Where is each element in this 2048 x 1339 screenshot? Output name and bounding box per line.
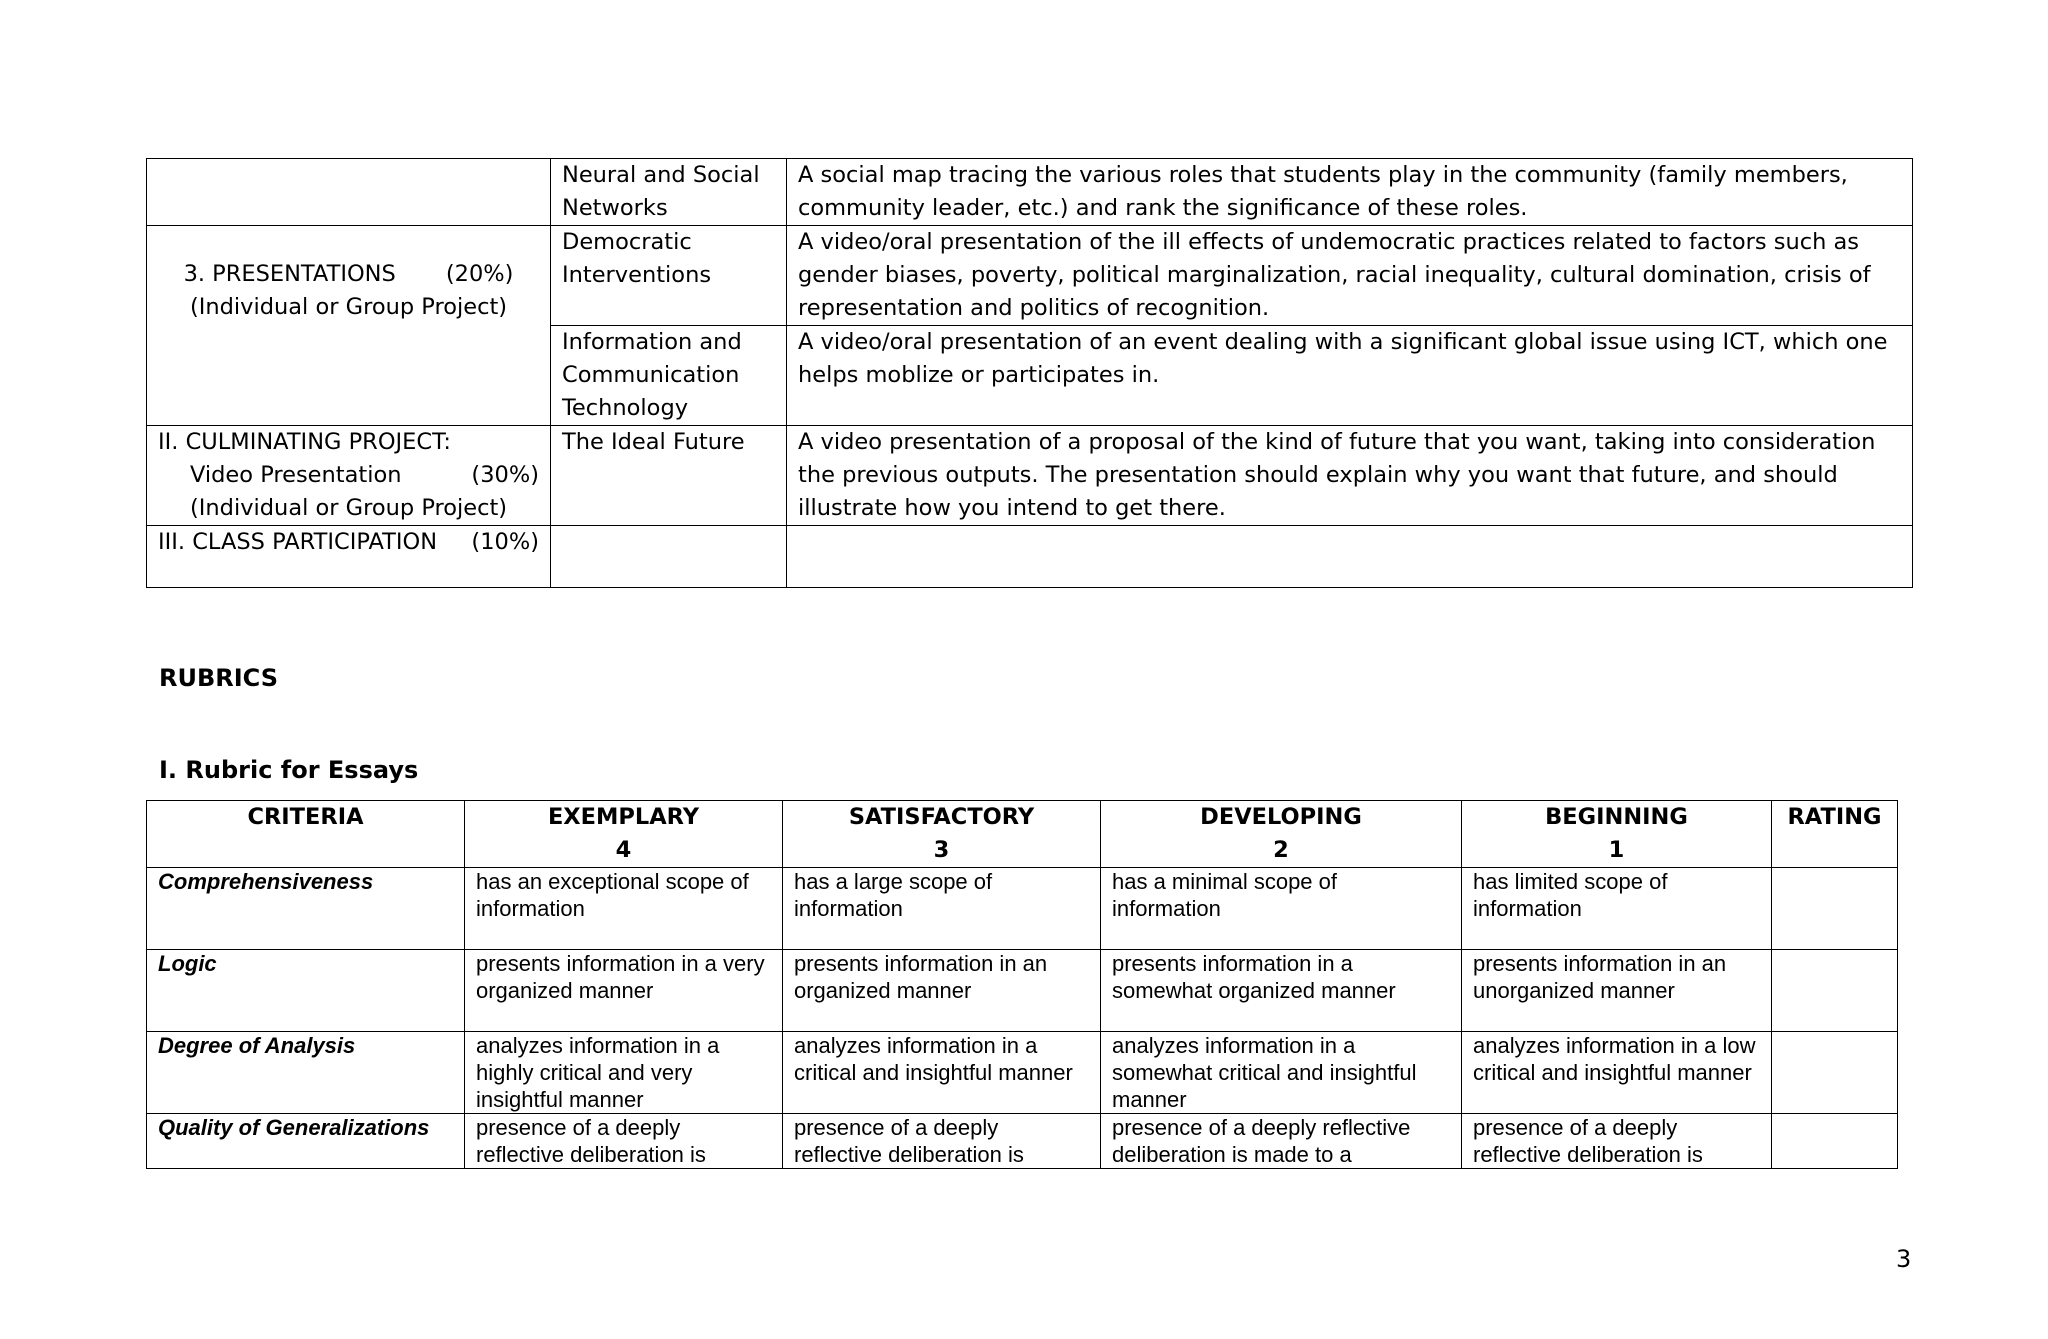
rubric-cell: presence of a deeply reflective deliberation is xyxy=(1462,1114,1772,1169)
criterion-cell: Quality of Generalizations xyxy=(147,1114,465,1169)
topic-cell: Democratic Interventions xyxy=(551,226,787,326)
culminating-note: (Individual or Group Project) xyxy=(190,495,508,521)
topic-cell: The Ideal Future xyxy=(551,426,787,526)
page-number: 3 xyxy=(1896,1245,1912,1273)
rubric-cell: presence of a deeply reflective deliberation is made to a xyxy=(1101,1114,1462,1169)
topic-cell: Neural and Social Networks xyxy=(551,159,787,226)
table-row xyxy=(147,159,1913,226)
participation-category xyxy=(147,526,551,588)
culminating-label: II. CULMINATING PROJECT: xyxy=(158,429,451,455)
criterion-cell: Degree of Analysis xyxy=(147,1032,465,1114)
category-cell-empty xyxy=(147,159,551,226)
description-cell xyxy=(787,526,1913,588)
participation-label: III. CLASS PARTICIPATION xyxy=(158,529,438,555)
header-beginning: BEGINNING 1 xyxy=(1462,801,1772,868)
table-row xyxy=(147,950,1898,1032)
rubric-cell: has a large scope of information xyxy=(783,868,1101,950)
culminating-line2-label: Video Presentation xyxy=(190,462,402,488)
participation-line xyxy=(158,526,539,559)
rubric-cell: presents information in an organized manner xyxy=(783,950,1101,1032)
presentations-category xyxy=(147,226,551,426)
criterion-cell: Comprehensiveness xyxy=(147,868,465,950)
culminating-line xyxy=(158,459,539,492)
table-row xyxy=(147,426,1913,526)
rubric-cell: presents information in an unorganized manner xyxy=(1462,950,1772,1032)
rubric-cell: has a minimal scope of information xyxy=(1101,868,1462,950)
rating-cell xyxy=(1772,1032,1898,1114)
presentations-label: 3. PRESENTATIONS xyxy=(183,261,396,287)
rubric-cell: presence of a deeply reflective deliberation is xyxy=(465,1114,783,1169)
table-row xyxy=(147,868,1898,950)
header-criteria: CRITERIA xyxy=(147,801,465,868)
rubric-cell: analyzes information in a highly critical and very insightful manner xyxy=(465,1032,783,1114)
description-cell: A social map tracing the various roles that students play in the community (family members, community leader, etc.) and rank the significance of these roles. xyxy=(787,159,1913,226)
presentations-line xyxy=(158,258,539,291)
table-row xyxy=(147,1114,1898,1169)
culminating-weight: (30%) xyxy=(471,462,539,488)
rating-cell xyxy=(1772,868,1898,950)
table-row xyxy=(147,1032,1898,1114)
header-developing: DEVELOPING 2 xyxy=(1101,801,1462,868)
description-cell: A video/oral presentation of an event dealing with a significant global issue using ICT, which one helps moblize or participates in. xyxy=(787,326,1913,426)
rubric-title: I. Rubric for Essays xyxy=(159,756,419,784)
table-row xyxy=(147,526,1913,588)
rubric-cell: analyzes information in a critical and insightful manner xyxy=(783,1032,1101,1114)
rubric-table xyxy=(146,800,1898,1169)
rubrics-heading: RUBRICS xyxy=(159,664,279,692)
topic-cell: Information and Communication Technology xyxy=(551,326,787,426)
header-rating: RATING xyxy=(1772,801,1898,868)
description-cell: A video/oral presentation of the ill effects of undemocratic practices related to factors such as gender biases, poverty, political marginalization, racial inequality, cultural domination, crisis of representation and politics of recognition. xyxy=(787,226,1913,326)
criterion-cell: Logic xyxy=(147,950,465,1032)
rubric-cell: has limited scope of information xyxy=(1462,868,1772,950)
rubric-cell: analyzes information in a low critical and insightful manner xyxy=(1462,1032,1772,1114)
rubric-cell: presents information in a somewhat organized manner xyxy=(1101,950,1462,1032)
participation-weight: (10%) xyxy=(471,529,539,555)
culminating-category xyxy=(147,426,551,526)
presentations-weight: (20%) xyxy=(445,261,514,287)
description-cell: A video presentation of a proposal of the kind of future that you want, taking into consideration the previous outputs. The presentation should explain why you want that future, and should illustrate how you intend to get there. xyxy=(787,426,1913,526)
presentations-note: (Individual or Group Project) xyxy=(189,294,508,320)
activities-table xyxy=(146,158,1913,588)
rubric-cell: presents information in a very organized manner xyxy=(465,950,783,1032)
rating-cell xyxy=(1772,950,1898,1032)
rubric-cell: presence of a deeply reflective deliberation is xyxy=(783,1114,1101,1169)
header-satisfactory: SATISFACTORY 3 xyxy=(783,801,1101,868)
rubric-cell: analyzes information in a somewhat critical and insightful manner xyxy=(1101,1032,1462,1114)
header-exemplary: EXEMPLARY 4 xyxy=(465,801,783,868)
rating-cell xyxy=(1772,1114,1898,1169)
table-row xyxy=(147,226,1913,326)
rubric-header-row xyxy=(147,801,1898,868)
topic-cell xyxy=(551,526,787,588)
rubric-cell: has an exceptional scope of information xyxy=(465,868,783,950)
